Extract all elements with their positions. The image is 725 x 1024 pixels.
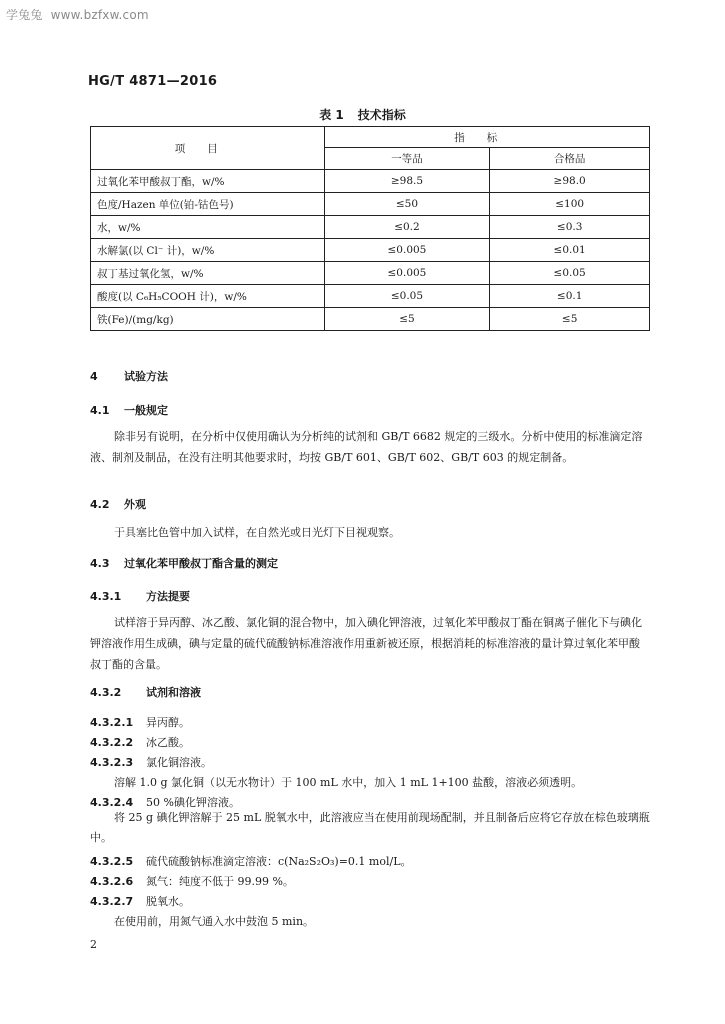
section-title: 一般规定 [124, 404, 168, 417]
spec-qualified-cell: ≤0.3 [490, 216, 650, 239]
list-item: 4.3.2.4 50 %碘化钾溶液。 [90, 796, 240, 809]
spec-name-cell: 色度/Hazen 单位(铂-钴色号) [91, 193, 325, 216]
section-title: 试剂和溶液 [146, 686, 201, 699]
list-item: 4.3.2.1 异丙醇。 [90, 716, 190, 729]
spec-table [90, 126, 650, 331]
spec-qualified-cell: ≤0.1 [490, 285, 650, 308]
list-item: 4.3.2.5 硫代硫酸钠标准滴定溶液：c(Na₂S₂O₃)=0.1 mol/L。 [90, 855, 412, 868]
spec-first-cell: ≤50 [324, 193, 490, 216]
watermark-url: www.bzfxw.com [50, 8, 149, 22]
table-row [91, 262, 650, 285]
section-4-3-2-heading [90, 684, 201, 700]
section-4-2-heading [90, 496, 146, 512]
table-row [91, 193, 650, 216]
table-row [91, 308, 650, 331]
table-index-header: 指标 [324, 127, 649, 148]
table-caption [0, 106, 725, 123]
section-number: 4.2 [90, 498, 110, 511]
spec-qualified-cell: ≤100 [490, 193, 650, 216]
section-4-1-heading [90, 402, 168, 418]
spec-qualified-cell: ≤0.05 [490, 262, 650, 285]
watermark [6, 6, 149, 23]
list-item: 4.3.2.3 氯化铜溶液。 [90, 756, 212, 769]
spec-qualified-cell: ≤5 [490, 308, 650, 331]
spec-name-cell: 水解氯(以 Cl⁻ 计)，w/% [91, 239, 325, 262]
section-title: 方法提要 [146, 590, 190, 603]
item-note: 溶解 1.0 g 氯化铜（以无水物计）于 100 mL 水中，加入 1 mL 1+100 盐酸，溶液必须透明。 [114, 776, 583, 789]
spec-name-cell: 铁(Fe)/(mg/kg) [91, 308, 325, 331]
section-number: 4.3 [90, 557, 110, 570]
section-title: 试验方法 [124, 370, 168, 383]
table-label: 表 1 [319, 108, 344, 122]
section-4-3-1-text: 试样溶于异丙醇、冰乙酸、氯化铜的混合物中，加入碘化钾溶液，过氧化苯甲酸叔丁酯在铜离子催化下与碘化钾溶液作用生成碘，碘与定量的硫代硫酸钠标准溶液作用重新被还原，根据消耗的标准溶液的量计算过氧化苯甲酸叔丁酯的含量。 [90, 616, 642, 671]
list-item: 4.3.2.7 脱氧水。 [90, 895, 190, 908]
spec-name-cell: 过氧化苯甲酸叔丁酯，w/% [91, 170, 325, 193]
standard-code: HG/T 4871—2016 [88, 74, 218, 89]
section-number: 4 [90, 370, 98, 383]
spec-first-cell: ≤0.2 [324, 216, 490, 239]
item-note: 在使用前，用氮气通入水中鼓泡 5 min。 [114, 915, 315, 928]
spec-first-cell: ≤0.005 [324, 239, 490, 262]
spec-first-cell: ≤5 [324, 308, 490, 331]
section-title: 外观 [124, 498, 146, 511]
section-title: 过氧化苯甲酸叔丁酯含量的测定 [124, 557, 278, 570]
section-4-2-text: 于具塞比色管中加入试样，在自然光或日光灯下目视观察。 [114, 526, 400, 539]
table-row [91, 216, 650, 239]
page-number: 2 [90, 938, 97, 951]
section-4-3-heading [90, 555, 278, 571]
spec-name-cell: 叔丁基过氧化氢，w/% [91, 262, 325, 285]
spec-qualified-cell: ≥98.0 [490, 170, 650, 193]
table-title: 技术指标 [357, 108, 406, 122]
section-4-3-1-heading [90, 588, 190, 604]
spec-name-cell: 水，w/% [91, 216, 325, 239]
table-row [91, 239, 650, 262]
section-number: 4.1 [90, 404, 110, 417]
table-row [91, 170, 650, 193]
watermark-brand: 学兔兔 [6, 8, 43, 22]
spec-first-cell: ≤0.05 [324, 285, 490, 308]
list-item: 4.3.2.2 冰乙酸。 [90, 736, 190, 749]
section-number: 4.3.2 [90, 686, 122, 699]
spec-first-cell: ≥98.5 [324, 170, 490, 193]
spec-first-cell: ≤0.005 [324, 262, 490, 285]
grade-first-header: 一等品 [324, 148, 490, 170]
list-item: 4.3.2.6 氮气：纯度不低于 99.99 %。 [90, 875, 294, 888]
section-4-heading [90, 368, 168, 384]
section-number: 4.3.1 [90, 590, 122, 603]
spec-qualified-cell: ≤0.01 [490, 239, 650, 262]
spec-name-cell: 酸度(以 C₆H₅COOH 计)，w/% [91, 285, 325, 308]
section-4-1-text: 除非另有说明，在分析中仅使用确认为分析纯的试剂和 GB/T 6682 规定的三级水。分析中使用的标准滴定溶液、制剂及制品，在没有注明其他要求时，均按 GB/T 601、GB/T 602、GB/T 603 的规定制备。 [90, 430, 643, 464]
table-row [91, 285, 650, 308]
table-item-header: 项目 [91, 127, 325, 170]
item-note: 将 25 g 碘化钾溶解于 25 mL 脱氧水中，此溶液应当在使用前现场配制，并且制备后应将它存放在棕色玻璃瓶中。 [90, 811, 650, 844]
grade-qualified-header: 合格品 [490, 148, 650, 170]
